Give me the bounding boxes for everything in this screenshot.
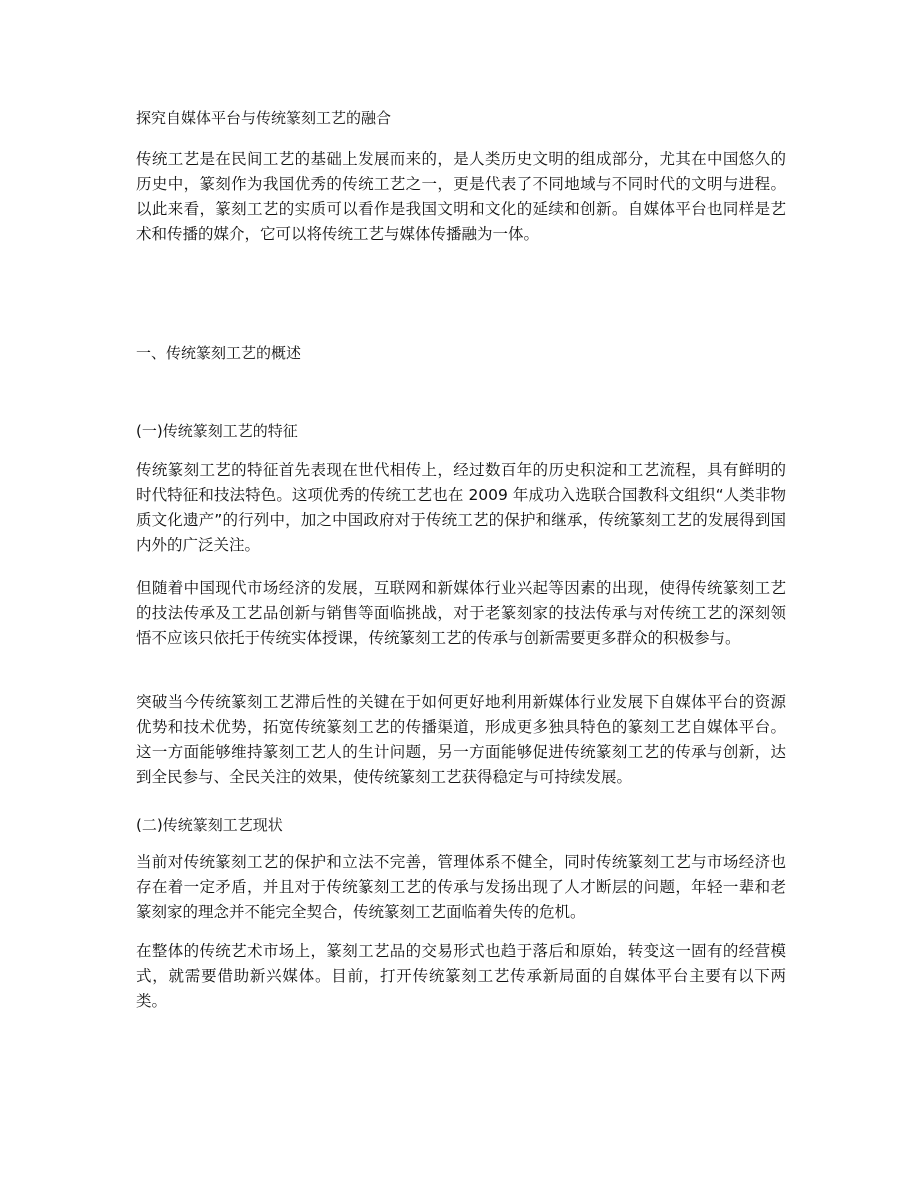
section-heading-overview: 一、传统篆刻工艺的概述 bbox=[136, 344, 302, 362]
subsection-heading-features: (一)传统篆刻工艺的特征 bbox=[136, 422, 298, 440]
intro-paragraph: 传统工艺是在民间工艺的基础上发展而来的，是人类历史文明的组成部分，尤其在中国悠久的历史中，篆刻作为我国优秀的传统工艺之一，更是代表了不同地域与不同时代的文明与进程。以此来看，篆刻工艺的实质可以看作是我国文明和文化的延续和创新。自媒体平台也同样是艺术和传播的媒介，它可以将传统工艺与媒体传播融为一体。 bbox=[136, 150, 786, 243]
features-paragraph-3: 突破当今传统篆刻工艺滞后性的关键在于如何更好地利用新媒体行业发展下自媒体平台的资源优势和技术优势，拓宽传统篆刻工艺的传播渠道，形成更多独具特色的篆刻工艺自媒体平台。这一方面能够维持篆刻工艺人的生计问题，另一方面能够促进传统篆刻工艺的传承与创新，达到全民参与、全民关注的效果，使传统篆刻工艺获得稳定与可持续发展。 bbox=[136, 693, 786, 786]
document-title: 探究自媒体平台与传统篆刻工艺的融合 bbox=[136, 109, 392, 127]
features-paragraph-1: 传统篆刻工艺的特征首先表现在世代相传上，经过数百年的历史积淀和工艺流程，具有鲜明的时代特征和技法特色。这项优秀的传统工艺也在 2009 年成功入选联合国教科文组织“人类非物质文化遗产”的行列中，加之中国政府对于传统工艺的保护和继承，传统篆刻工艺的发展得到国内外的广泛关注。 bbox=[136, 461, 786, 554]
status-paragraph-2: 在整体的传统艺术市场上，篆刻工艺品的交易形式也趋于落后和原始，转变这一固有的经营模式，就需要借助新兴媒体。目前，打开传统篆刻工艺传承新局面的自媒体平台主要有以下两类。 bbox=[136, 942, 786, 1010]
features-paragraph-2: 但随着中国现代市场经济的发展，互联网和新媒体行业兴起等因素的出现，使得传统篆刻工艺的技法传承及工艺品创新与销售等面临挑战，对于老篆刻家的技法传承与对传统工艺的深刻领悟不应该只依托于传统实体授课，传统篆刻工艺的传承与创新需要更多群众的积极参与。 bbox=[136, 579, 786, 647]
subsection-heading-status: (二)传统篆刻工艺现状 bbox=[136, 816, 283, 834]
status-paragraph-1: 当前对传统篆刻工艺的保护和立法不完善，管理体系不健全，同时传统篆刻工艺与市场经济也存在着一定矛盾，并且对于传统篆刻工艺的传承与发扬出现了人才断层的问题，年轻一辈和老篆刻家的理念并不能完全契合，传统篆刻工艺面临着失传的危机。 bbox=[136, 853, 786, 921]
